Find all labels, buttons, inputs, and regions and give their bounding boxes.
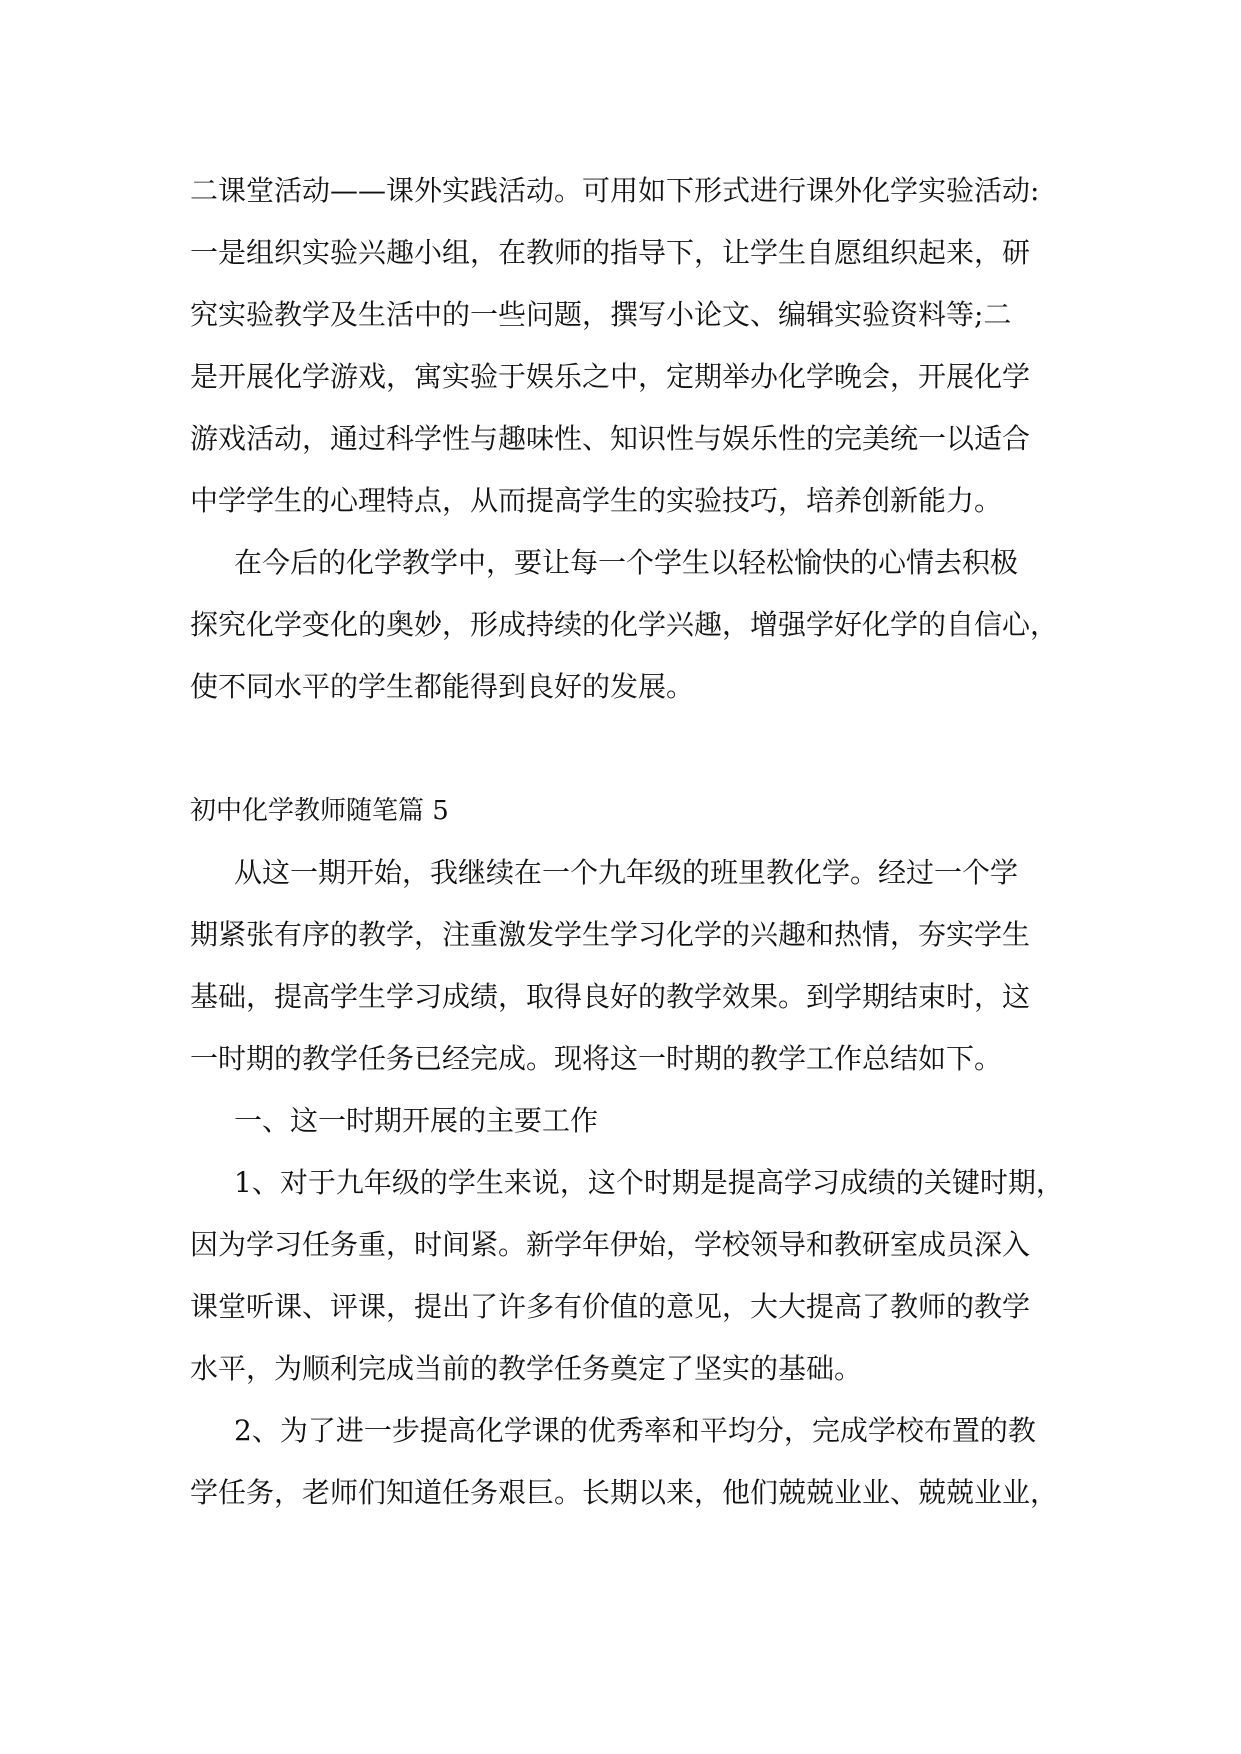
text-line: 究实验教学及生活中的一些问题，撰写小论文、编辑实验资料等;二 (190, 298, 1012, 331)
text-line: 课堂听课、评课，提出了许多有价值的意见，大大提高了教师的教学 (190, 1290, 1031, 1323)
text-line: 2、为了进一步提高化学课的优秀率和平均分，完成学校布置的教 (234, 1414, 1036, 1447)
text-line: 一是组织实验兴趣小组，在教师的指导下，让学生自愿组织起来，研 (190, 236, 1031, 269)
text-line: 从这一期开始，我继续在一个九年级的班里教化学。经过一个学 (234, 856, 1019, 889)
text-line: 中学学生的心理特点，从而提高学生的实验技巧，培养创新能力。 (190, 484, 1003, 517)
text-line: 二课堂活动——课外实践活动。可用如下形式进行课外化学实验活动: (190, 174, 1040, 207)
section-heading: 初中化学教师随笔篇 5 (190, 796, 449, 826)
text-line: 期紧张有序的教学，注重激发学生学习化学的兴趣和热情，夯实学生 (190, 918, 1031, 951)
text-line: 学任务，老师们知道任务艰巨。长期以来，他们兢兢业业、兢兢业业， (190, 1476, 1059, 1509)
list-item-2 (190, 1400, 1060, 1524)
list-item-1 (190, 1152, 1064, 1400)
text-line: 基础，提高学生学习成绩，取得良好的教学效果。到学期结束时，这 (190, 980, 1031, 1013)
text-line: 水平，为顺利完成当前的教学任务奠定了坚实的基础。 (190, 1352, 863, 1385)
subsection-title: 一、这一时期开展的主要工作 (234, 1104, 599, 1137)
text-line: 在今后的化学教学中，要让每一个学生以轻松愉快的心情去积极 (234, 546, 1019, 579)
paragraph-3 (190, 842, 1060, 1090)
text-line: 探究化学变化的奥妙，形成持续的化学兴趣，增强学好化学的自信心， (190, 608, 1059, 641)
text-line: 游戏活动，通过科学性与趣味性、知识性与娱乐性的完美统一以适合 (190, 422, 1031, 455)
text-line: 一时期的教学任务已经完成。现将这一时期的教学工作总结如下。 (190, 1042, 1003, 1075)
text-line: 是开展化学游戏，寓实验于娱乐之中，定期举办化学晚会，开展化学 (190, 360, 1031, 393)
paragraph-1 (190, 160, 1060, 532)
text-line: 因为学习任务重，时间紧。新学年伊始，学校领导和教研室成员深入 (190, 1228, 1031, 1261)
document-page (190, 160, 1064, 1524)
text-line: 使不同水平的学生都能得到良好的发展。 (190, 670, 695, 703)
text-line: 1、对于九年级的学生来说，这个时期是提高学习成绩的关键时期， (234, 1166, 1064, 1199)
paragraph-2 (190, 532, 1060, 718)
blank-spacer (190, 718, 1060, 780)
